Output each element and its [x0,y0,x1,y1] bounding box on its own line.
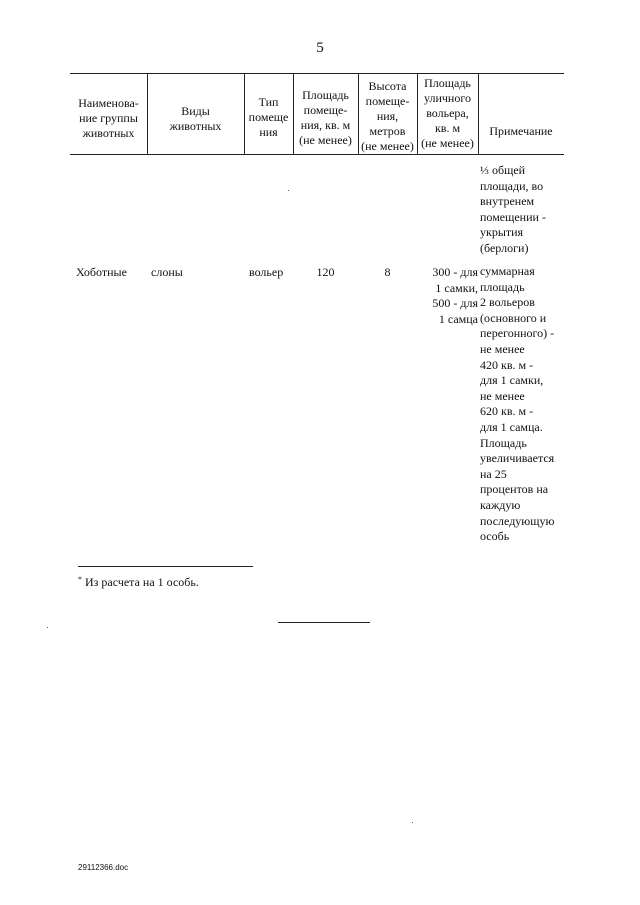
header-room-area: Площадь помеще- ния, кв. м (не менее) [299,88,352,147]
footnote-rule [78,566,253,567]
header-group: Наименова- ние группы животных [78,96,139,140]
table-top-rule [70,73,564,74]
cell-room-area: 120 [316,265,335,279]
footnote-text: Из расчета на 1 особь. [85,575,199,589]
page-number: 5 [316,40,324,56]
header-room-height: Высота помеще- ния, метров (не менее) [361,79,414,153]
note-continuation: ⅓ общей площади, во внутренем помещении - укрытия (берлоги) [480,163,546,255]
cell-note: суммарная площадь 2 вольеров (основного и перегонного) - не менее 420 кв. м - для 1 самки, не менее 620 кв. м - для 1 самца. Площадь увеличивается на 25 процентов на каждую последующую особь [480,264,555,544]
header-species: Виды животных [169,104,222,133]
file-name: 29112366.doc [78,863,129,872]
cell-species: слоны [151,265,183,279]
footnote-marker: * [78,575,82,584]
column-divider [478,73,479,154]
scan-speck [412,822,413,823]
cell-outdoor-area: 300 - для 1 самки, 500 - для 1 самца [432,265,478,326]
end-rule [278,622,370,623]
header-outdoor-area: Площадь уличного вольера, кв. м (не менее) [421,76,474,150]
cell-room-type: вольер [249,265,284,279]
scan-speck [47,627,48,628]
header-room-type: Тип помеще ния [248,95,289,139]
scan-speck [288,190,289,191]
cell-room-height: 8 [384,265,391,279]
header-note: Примечание [489,124,553,138]
table-header-bottom-rule [70,154,564,155]
cell-group: Хоботные [76,265,127,279]
footnote [78,575,199,590]
